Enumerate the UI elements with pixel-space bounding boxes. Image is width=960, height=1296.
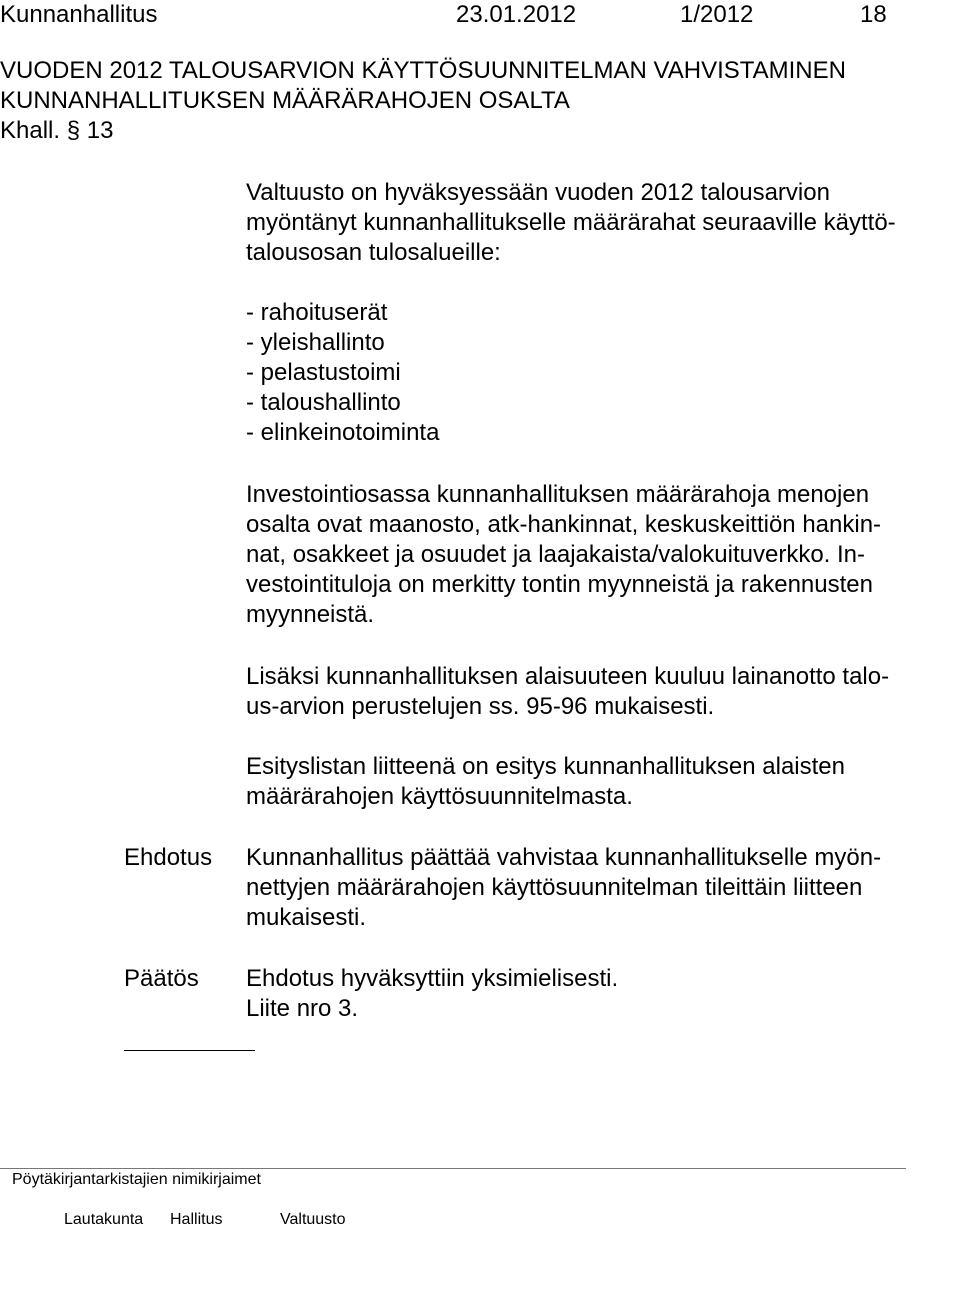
header-date: 23.01.2012 (456, 1, 577, 28)
header-page-ref: 1/2012 (680, 1, 754, 28)
proposal-line: nettyjen määrärahojen käyttösuunnitelman tileittäin liitteen (246, 874, 863, 901)
signature-column-valtuusto: Valtuusto (280, 1211, 346, 1228)
list-item: - elinkeinotoiminta (246, 419, 440, 446)
paragraph-line: osalta ovat maanosto, atk-hankinnat, keskuskeittiön hankin- (246, 511, 882, 538)
paragraph-line: talousosan tulosalueille: (246, 239, 501, 266)
item-title-line: VUODEN 2012 TALOUSARVION KÄYTTÖSUUNNITELMAN VAHVISTAMINEN (0, 57, 846, 84)
decision-label: Päätös (124, 965, 199, 992)
paragraph-line: määrärahojen käyttösuunnitelmasta. (246, 783, 633, 810)
header-body-name: Kunnanhallitus (0, 1, 158, 28)
header-page-number: 18 (860, 1, 887, 28)
section-number: Khall. § 13 (0, 117, 114, 144)
item-title-line: KUNNANHALLITUKSEN MÄÄRÄRAHOJEN OSALTA (0, 87, 570, 114)
paragraph-line: myöntänyt kunnanhallitukselle määrärahat seuraaville käyttö- (246, 209, 896, 236)
proposal-line: mukaisesti. (246, 904, 367, 931)
signature-column-hallitus: Hallitus (170, 1211, 223, 1228)
closing-divider (124, 1050, 255, 1051)
decision-line: Ehdotus hyväksyttiin yksimielisesti. (246, 965, 619, 992)
paragraph-line: Lisäksi kunnanhallituksen alaisuuteen kuuluu lainanotto talo- (246, 663, 890, 690)
paragraph-line: myynneistä. (246, 601, 375, 628)
proposal-line: Kunnanhallitus päättää vahvistaa kunnanhallitukselle myön- (246, 844, 882, 871)
paragraph-line: Esityslistan liitteenä on esitys kunnanhallituksen alaisten (246, 753, 846, 780)
list-item: - yleishallinto (246, 329, 385, 356)
proposal-label: Ehdotus (124, 844, 213, 871)
list-item: - taloushallinto (246, 389, 401, 416)
paragraph-line: vestointituloja on merkitty tontin myynneistä ja rakennusten (246, 571, 873, 598)
signature-column-lautakunta: Lautakunta (64, 1211, 144, 1228)
paragraph-line: us-arvion perustelujen ss. 95-96 mukaisesti. (246, 693, 715, 720)
paragraph-line: Investointiosassa kunnanhallituksen määrärahoja menojen (246, 481, 870, 508)
paragraph-line: nat, osakkeet ja osuudet ja laajakaista/valokuituverkko. In- (246, 541, 866, 568)
footer-divider (0, 1168, 906, 1169)
decision-line: Liite nro 3. (246, 995, 359, 1022)
list-item: - rahoituserät (246, 299, 388, 326)
signatures-label: Pöytäkirjantarkistajien nimikirjaimet (12, 1171, 261, 1188)
list-item: - pelastustoimi (246, 359, 401, 386)
paragraph-line: Valtuusto on hyväksyessään vuoden 2012 talousarvion (246, 179, 830, 206)
